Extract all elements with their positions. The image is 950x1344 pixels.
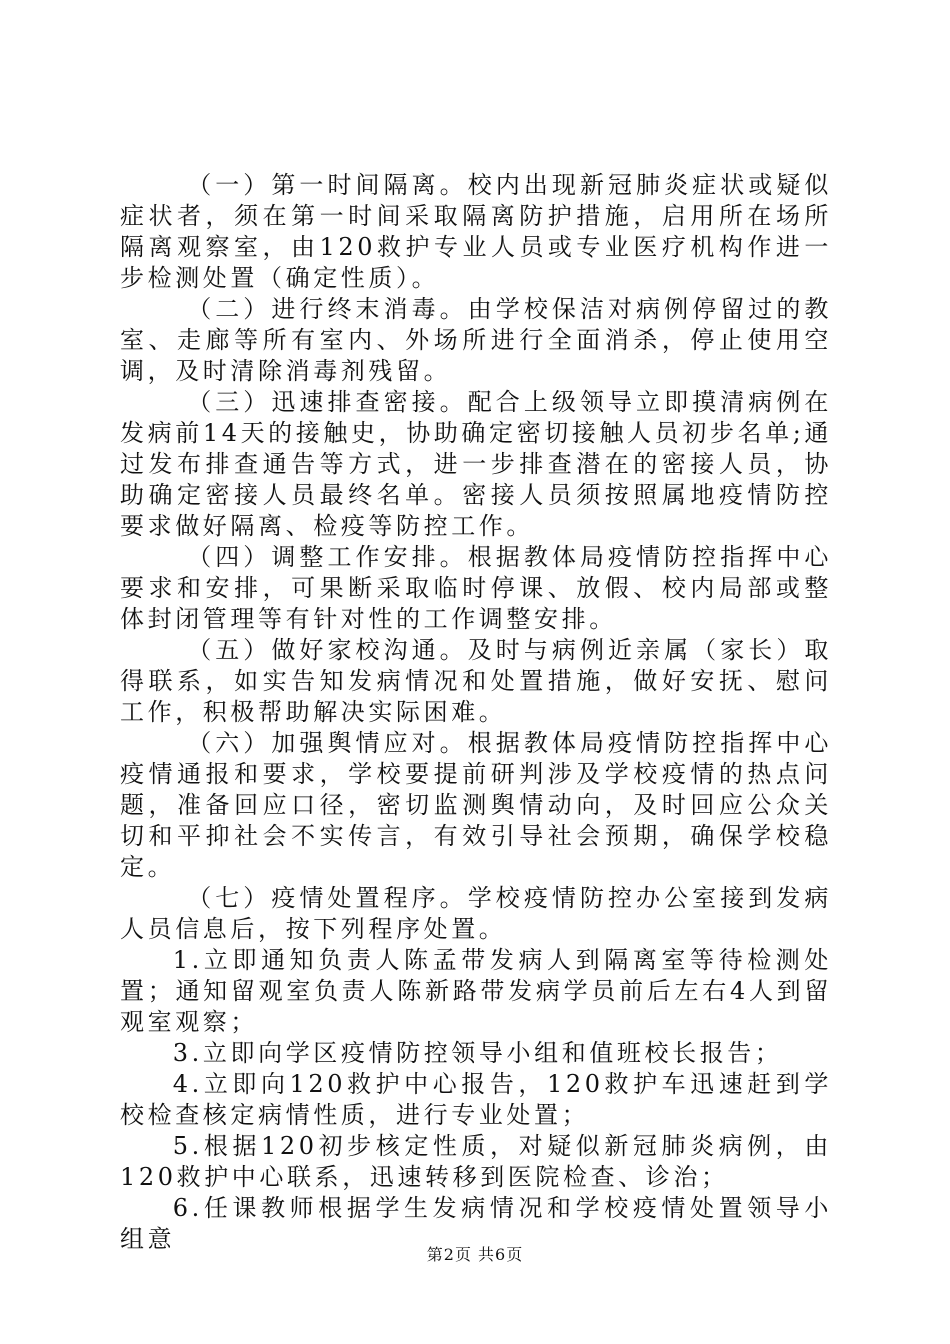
procedure-step-4: 4.立即向120救护中心报告，120救护车迅速赶到学校检查核定病情性质，进行专业处置； — [120, 1070, 832, 1129]
document-body — [120, 170, 832, 1255]
procedure-step-3: 3.立即向学区疫情防控领导小组和值班校长报告； — [172, 1039, 783, 1067]
procedure-step-1: 1.立即通知负责人陈孟带发病人到隔离室等待检测处置；通知留观室负责人陈新路带发病学员前后左右4人到留观室观察； — [120, 946, 832, 1036]
paragraph-work-adjustment: （四）调整工作安排。根据教体局疫情防控指挥中心要求和安排，可果断采取临时停课、放假、校内局部或整体封闭管理等有针对性的工作调整安排。 — [120, 543, 832, 633]
paragraph-disinfection: （二）进行终末消毒。由学校保洁对病例停留过的教室、走廊等所有室内、外场所进行全面消杀，停止使用空调，及时清除消毒剂残留。 — [120, 295, 832, 385]
procedure-step-6: 6.任课教师根据学生发病情况和学校疫情处置领导小组意 — [120, 1194, 832, 1253]
paragraph-public-opinion: （六）加强舆情应对。根据教体局疫情防控指挥中心疫情通报和要求，学校要提前研判涉及学校疫情的热点问题，准备回应口径，密切监测舆情动向，及时回应公众关切和平抑社会不实传言，有效引导社会预期，确保学校稳定。 — [120, 729, 832, 881]
paragraph-procedure: （七）疫情处置程序。学校疫情防控办公室接到发病人员信息后，按下列程序处置。 — [120, 884, 832, 943]
procedure-step-5: 5.根据120初步核定性质，对疑似新冠肺炎病例，由120救护中心联系，迅速转移到医院检查、诊治； — [120, 1132, 832, 1191]
paragraph-isolation: （一）第一时间隔离。校内出现新冠肺炎症状或疑似症状者，须在第一时间采取隔离防护措施，启用所在场所隔离观察室，由120救护专业人员或专业医疗机构作进一步检测处置（确定性质）。 — [120, 171, 832, 292]
paragraph-home-school-communication: （五）做好家校沟通。及时与病例近亲属（家长）取得联系，如实告知发病情况和处置措施，做好安抚、慰问工作，积极帮助解决实际困难。 — [120, 636, 832, 726]
paragraph-contact-tracing: （三）迅速排查密接。配合上级领导立即摸清病例在发病前14天的接触史，协助确定密切接触人员初步名单;通过发布排查通告等方式，进一步排查潜在的密接人员，协助确定密接人员最终名单。密接人员须按照属地疫情防控要求做好隔离、检疫等防控工作。 — [120, 388, 832, 540]
page-number-footer: 第2页 共6页 — [426, 1245, 524, 1264]
